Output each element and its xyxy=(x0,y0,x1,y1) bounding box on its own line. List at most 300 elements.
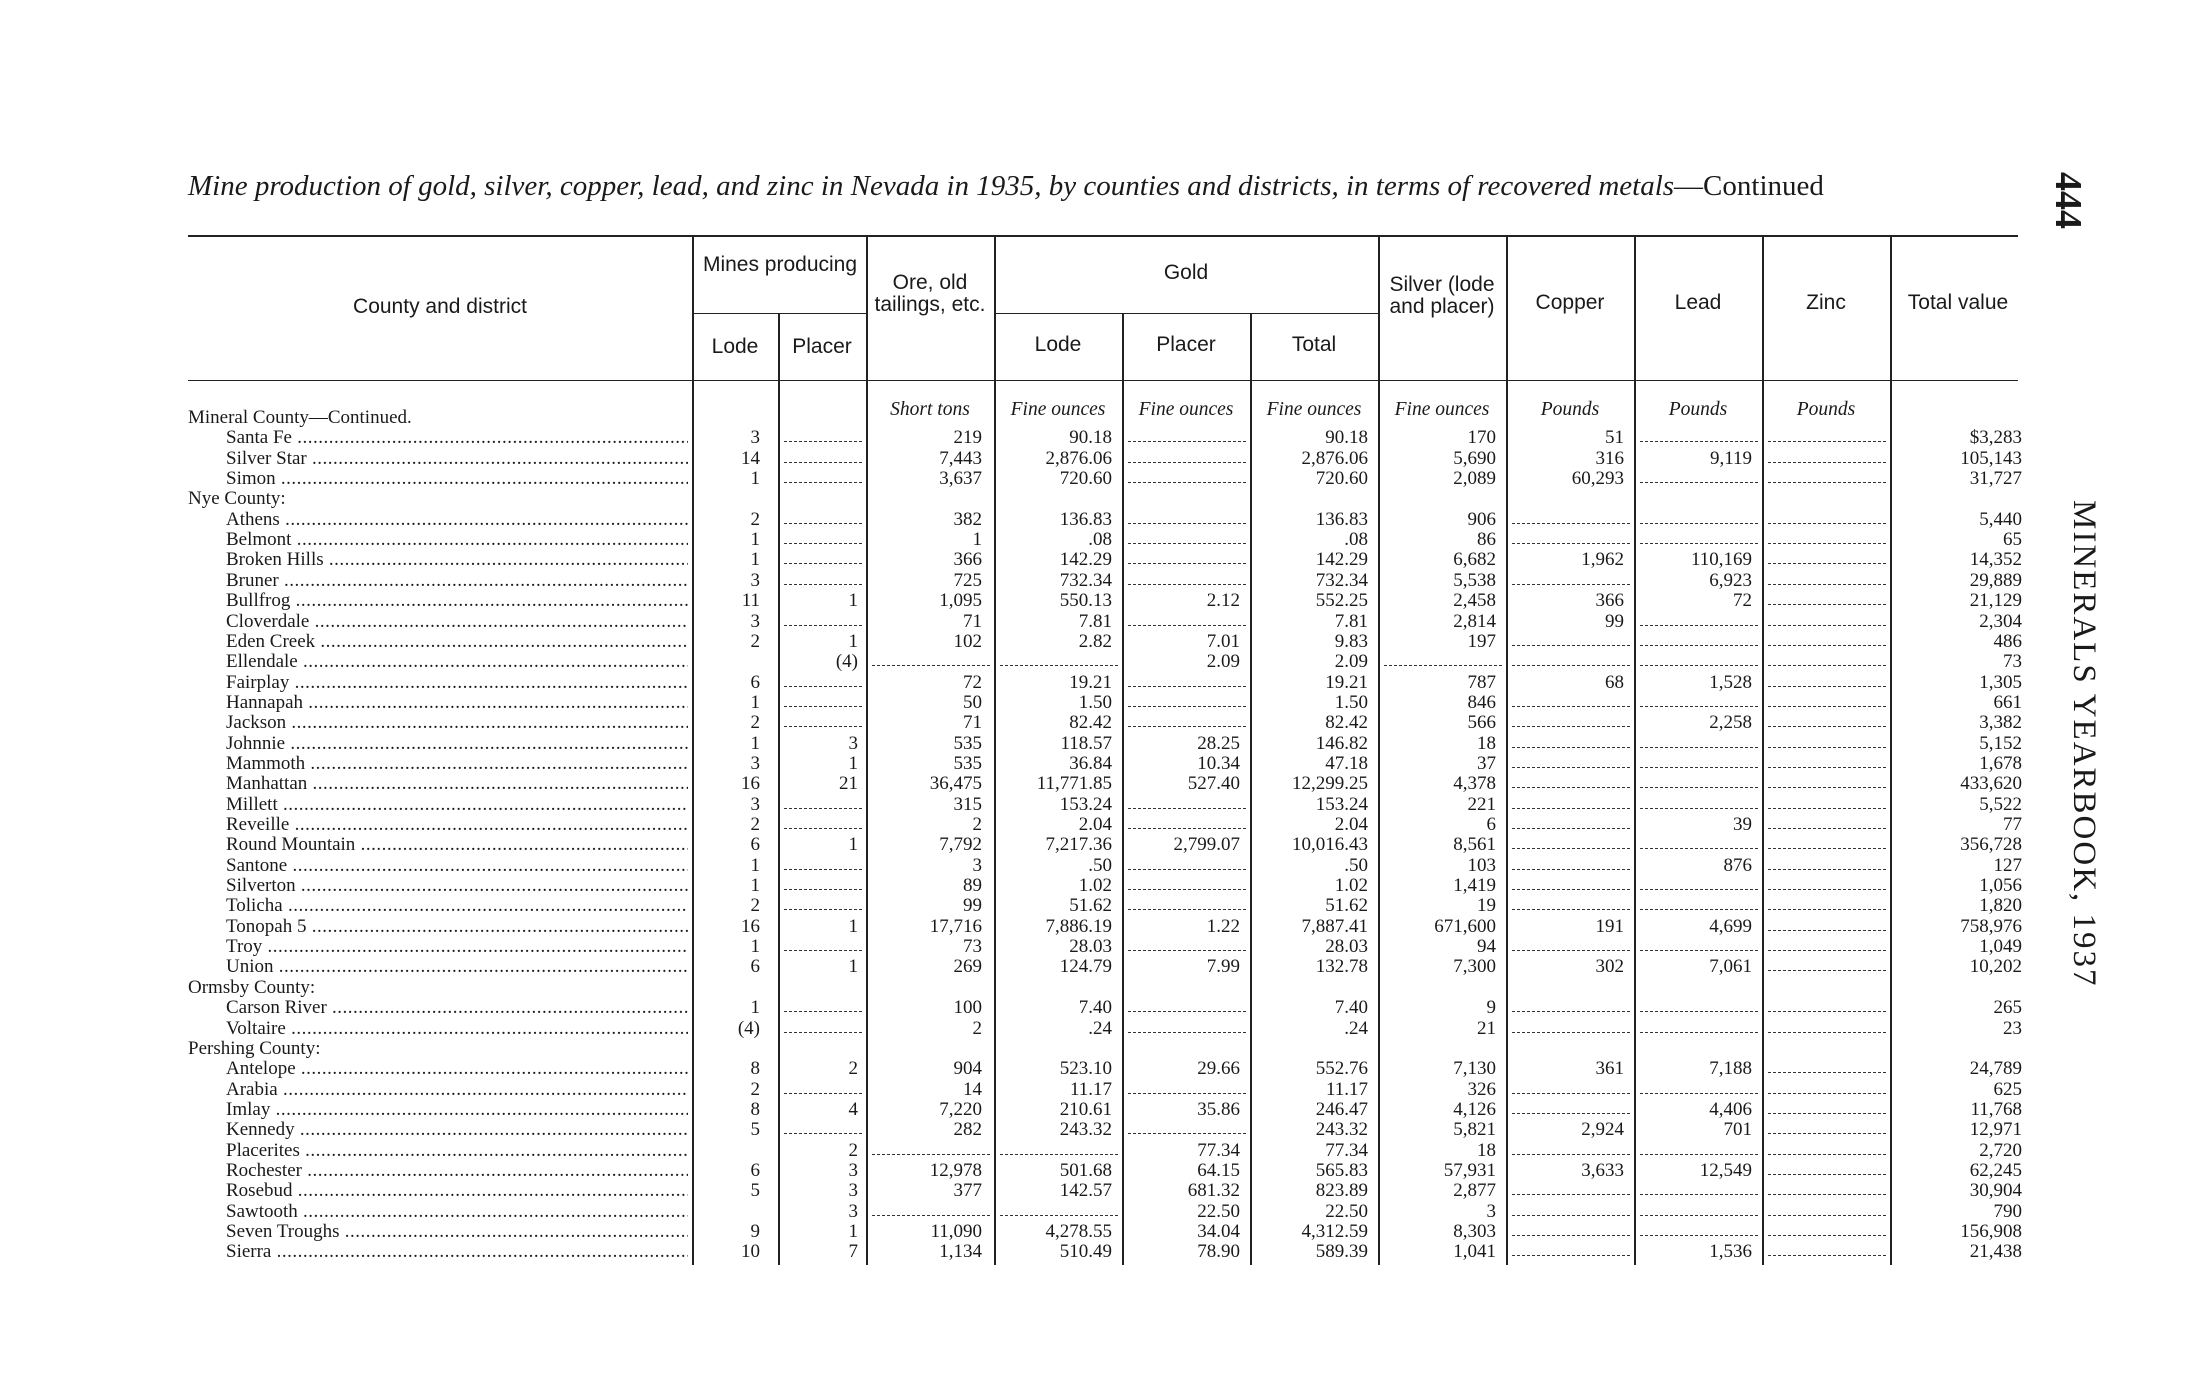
empty-cell-leader xyxy=(1640,543,1758,544)
cell-ore: 377 xyxy=(953,1180,982,1202)
table-row xyxy=(0,754,2040,774)
empty-cell-leader xyxy=(1768,1194,1886,1195)
cell-gl: 82.42 xyxy=(1069,712,1112,734)
cell-placer: 1 xyxy=(848,956,858,978)
empty-cell-leader xyxy=(1640,1194,1758,1195)
cell-ag: 19 xyxy=(1477,895,1496,917)
cell-ore: 904 xyxy=(953,1058,982,1080)
cell-ore: 100 xyxy=(953,997,982,1019)
empty-cell-leader xyxy=(1768,1255,1886,1256)
cell-cu: 316 xyxy=(1595,447,1624,469)
cell-lode: 2 xyxy=(750,508,760,530)
cell-ore: 1 xyxy=(972,529,982,551)
empty-cell-leader xyxy=(1768,625,1886,626)
cell-val: 12,971 xyxy=(1969,1119,2022,1141)
empty-cell-leader xyxy=(784,625,862,626)
cell-lode: 14 xyxy=(741,447,760,469)
cell-val: 10,202 xyxy=(1969,956,2022,978)
cell-ag: 37 xyxy=(1477,752,1496,774)
table-row xyxy=(0,428,2040,448)
cell-ore: 89 xyxy=(963,875,982,897)
cell-gt: 153.24 xyxy=(1315,793,1368,815)
table-row xyxy=(0,1120,2040,1140)
cell-ag: 86 xyxy=(1477,529,1496,551)
cell-lode: 2 xyxy=(750,630,760,652)
cell-ag: 8,561 xyxy=(1453,834,1496,856)
empty-cell-leader xyxy=(784,869,862,870)
empty-cell-leader xyxy=(1512,808,1630,809)
cell-ag: 671,600 xyxy=(1434,915,1496,937)
table-row xyxy=(0,774,2040,794)
empty-cell-leader xyxy=(1512,848,1630,849)
table-row xyxy=(0,510,2040,530)
cell-gt: 589.39 xyxy=(1315,1241,1368,1263)
cell-gt: 19.21 xyxy=(1325,671,1368,693)
unit-gold-placer: Fine ounces xyxy=(1138,399,1234,420)
table-row xyxy=(0,530,2040,550)
table-row xyxy=(0,713,2040,733)
cell-gp: 29.66 xyxy=(1197,1058,1240,1080)
cell-lode: 1 xyxy=(750,691,760,713)
cell-gt: 243.32 xyxy=(1315,1119,1368,1141)
cell-ag: 1,041 xyxy=(1453,1241,1496,1263)
empty-cell-leader xyxy=(784,686,862,687)
cell-pb: 7,188 xyxy=(1709,1058,1752,1080)
cell-placer: 3 xyxy=(848,1159,858,1181)
empty-cell-leader xyxy=(1768,1215,1886,1216)
empty-cell-leader xyxy=(1640,665,1758,666)
cell-val: 1,820 xyxy=(1979,895,2022,917)
cell-ag: 1,419 xyxy=(1453,875,1496,897)
table-row xyxy=(0,856,2040,876)
cell-gl: 7.40 xyxy=(1078,997,1112,1019)
cell-val: 5,152 xyxy=(1979,732,2022,754)
cell-ore: 725 xyxy=(953,569,982,591)
empty-cell-leader xyxy=(1768,686,1886,687)
empty-cell-leader xyxy=(784,1133,862,1134)
cell-gp: 34.04 xyxy=(1197,1221,1240,1242)
empty-cell-leader xyxy=(1512,665,1630,666)
empty-cell-leader xyxy=(784,523,862,524)
cell-gp: 64.15 xyxy=(1197,1159,1240,1181)
empty-cell-leader xyxy=(1640,747,1758,748)
empty-cell-leader xyxy=(1128,625,1246,626)
empty-cell-leader xyxy=(1512,1093,1630,1094)
cell-val: 790 xyxy=(1993,1200,2022,1222)
cell-gl: 2.82 xyxy=(1078,630,1112,652)
empty-cell-leader xyxy=(1128,889,1246,890)
cell-gt: 142.29 xyxy=(1315,549,1368,571)
county-name: Nye County: xyxy=(188,489,286,510)
district-name: Kennedy ..... xyxy=(226,1120,688,1140)
header-mines-lode: Lode xyxy=(711,335,759,358)
empty-cell-leader xyxy=(1768,1113,1886,1114)
empty-cell-leader xyxy=(1512,909,1630,910)
table-row xyxy=(0,795,2040,815)
district-name: Sierra ..... xyxy=(226,1242,688,1262)
cell-ag: 2,089 xyxy=(1453,468,1496,490)
cell-pb: 1,528 xyxy=(1709,671,1752,693)
cell-gp: 78.90 xyxy=(1197,1241,1240,1263)
cell-gt: .24 xyxy=(1344,1017,1368,1039)
cell-ore: 3,637 xyxy=(939,468,982,490)
header-gold: Gold xyxy=(1163,261,1209,284)
district-name: Ellendale ..... xyxy=(226,652,688,672)
cell-val: 265 xyxy=(1993,997,2022,1019)
cell-gl: .24 xyxy=(1088,1017,1112,1039)
unit-ore: Short tons xyxy=(890,399,970,420)
empty-cell-leader xyxy=(784,563,862,564)
cell-gl: 4,278.55 xyxy=(1045,1221,1112,1242)
cell-gl: 243.32 xyxy=(1059,1119,1112,1141)
cell-val: $3,283 xyxy=(1969,427,2022,449)
cell-lode: 2 xyxy=(750,814,760,835)
cell-ag: 221 xyxy=(1467,793,1496,815)
cell-lode: 6 xyxy=(750,671,760,693)
district-name: Silverton ..... xyxy=(226,876,688,896)
empty-cell-leader xyxy=(1768,1174,1886,1175)
table-row xyxy=(0,937,2040,957)
table-row xyxy=(0,652,2040,672)
empty-cell-leader xyxy=(1640,787,1758,788)
page-title xyxy=(188,170,2028,203)
cell-ore: 99 xyxy=(963,895,982,917)
unit-zinc: Pounds xyxy=(1796,399,1856,420)
empty-cell-leader xyxy=(1128,808,1246,809)
table-row xyxy=(0,1059,2040,1079)
cell-val: 62,245 xyxy=(1969,1159,2022,1181)
empty-cell-leader xyxy=(1768,543,1886,544)
cell-val: 758,976 xyxy=(1960,915,2022,937)
district-name: Mammoth ..... xyxy=(226,754,688,774)
cell-lode: 1 xyxy=(750,936,760,958)
cell-ore: 7,792 xyxy=(939,834,982,856)
empty-cell-leader xyxy=(1512,787,1630,788)
empty-cell-leader xyxy=(872,665,990,666)
cell-val: 625 xyxy=(1993,1078,2022,1100)
header-total-value: Total value xyxy=(1907,291,2009,314)
cell-val: 2,304 xyxy=(1979,610,2022,632)
cell-gt: 7.40 xyxy=(1334,997,1368,1019)
empty-cell-leader xyxy=(1128,909,1246,910)
empty-cell-leader xyxy=(1512,1032,1630,1033)
cell-val: 127 xyxy=(1993,854,2022,876)
district-name: Belmont ..... xyxy=(226,530,688,550)
empty-cell-leader xyxy=(1768,889,1886,890)
cell-ore: 366 xyxy=(953,549,982,571)
cell-ag: 21 xyxy=(1477,1017,1496,1039)
cell-lode: 2 xyxy=(750,895,760,917)
cell-ore: 17,716 xyxy=(929,915,982,937)
empty-cell-leader xyxy=(1512,523,1630,524)
cell-lode: 6 xyxy=(750,834,760,856)
table-row xyxy=(0,632,2040,652)
cell-gp: 7.01 xyxy=(1206,630,1240,652)
cell-ore: 7,220 xyxy=(939,1098,982,1120)
empty-cell-leader xyxy=(1512,950,1630,951)
cell-ag: 5,821 xyxy=(1453,1119,1496,1141)
cell-gl: 550.13 xyxy=(1059,590,1112,612)
table-row xyxy=(0,1181,2040,1201)
cell-lode: 3 xyxy=(750,610,760,632)
empty-cell-leader xyxy=(784,726,862,727)
cell-placer: 1 xyxy=(848,915,858,937)
cell-gt: 720.60 xyxy=(1315,468,1368,490)
empty-cell-leader xyxy=(1768,869,1886,870)
header-copper: Copper xyxy=(1535,291,1605,314)
cell-cu: 1,962 xyxy=(1581,549,1624,571)
cell-pb: 2,258 xyxy=(1709,712,1752,734)
cell-lode: 6 xyxy=(750,1159,760,1181)
cell-val: 11,768 xyxy=(1970,1098,2022,1120)
table-row xyxy=(0,1019,2040,1039)
cell-gl: 51.62 xyxy=(1069,895,1112,917)
cell-gt: 1.02 xyxy=(1334,875,1368,897)
empty-cell-leader xyxy=(1640,808,1758,809)
cell-val: 73 xyxy=(2003,651,2022,673)
cell-cu: 3,633 xyxy=(1581,1159,1624,1181)
empty-cell-leader xyxy=(784,909,862,910)
cell-val: 356,728 xyxy=(1960,834,2022,856)
district-name: Athens ..... xyxy=(226,510,688,530)
cell-gt: 7,887.41 xyxy=(1301,915,1368,937)
cell-gl: 2.04 xyxy=(1078,814,1112,835)
unit-lead: Pounds xyxy=(1668,399,1728,420)
cell-gp: 35.86 xyxy=(1197,1098,1240,1120)
empty-cell-leader xyxy=(1768,970,1886,971)
empty-cell-leader xyxy=(784,462,862,463)
unit-gold-total: Fine ounces xyxy=(1266,399,1362,420)
empty-cell-leader xyxy=(784,543,862,544)
cell-gl: 153.24 xyxy=(1059,793,1112,815)
empty-cell-leader xyxy=(1512,1113,1630,1114)
empty-cell-leader xyxy=(1768,828,1886,829)
empty-cell-leader xyxy=(1128,563,1246,564)
cell-val: 65 xyxy=(2003,529,2022,551)
cell-gt: 2,876.06 xyxy=(1301,447,1368,469)
empty-cell-leader xyxy=(1128,1032,1246,1033)
empty-cell-leader xyxy=(1640,848,1758,849)
table-row xyxy=(0,612,2040,632)
cell-ore: 382 xyxy=(953,508,982,530)
cell-gt: 9.83 xyxy=(1334,630,1368,652)
cell-lode: 2 xyxy=(750,712,760,734)
cell-ore: 282 xyxy=(953,1119,982,1141)
cell-ag: 18 xyxy=(1477,732,1496,754)
empty-cell-leader xyxy=(1640,706,1758,707)
cell-ore: 36,475 xyxy=(929,773,982,795)
cell-ore: 73 xyxy=(963,936,982,958)
district-name: Jackson ..... xyxy=(226,713,688,733)
cell-ore: 3 xyxy=(972,854,982,876)
empty-cell-leader xyxy=(1512,828,1630,829)
cell-gt: 552.25 xyxy=(1315,590,1368,612)
district-name: Eden Creek ..... xyxy=(226,632,688,652)
cell-lode: 2 xyxy=(750,1078,760,1100)
empty-cell-leader xyxy=(1768,909,1886,910)
district-name: Broken Hills ..... xyxy=(226,550,688,570)
table-row xyxy=(0,1242,2040,1262)
empty-cell-leader xyxy=(1512,1194,1630,1195)
district-name: Tolicha ..... xyxy=(226,896,688,916)
cell-ag: 5,690 xyxy=(1453,447,1496,469)
district-name: Troy ..... xyxy=(226,937,688,957)
empty-cell-leader xyxy=(1640,523,1758,524)
district-name: Bullfrog ..... xyxy=(226,591,688,611)
cell-ore: 1,095 xyxy=(939,590,982,612)
cell-ore: 7,443 xyxy=(939,447,982,469)
district-name: Rochester ..... xyxy=(226,1161,688,1181)
cell-gt: 82.42 xyxy=(1325,712,1368,734)
cell-gp: 2,799.07 xyxy=(1173,834,1240,856)
cell-ore: 535 xyxy=(953,752,982,774)
header-lead: Lead xyxy=(1674,291,1722,314)
cell-lode: 5 xyxy=(750,1119,760,1141)
empty-cell-leader xyxy=(1640,441,1758,442)
cell-placer: 1 xyxy=(848,1221,858,1242)
cell-pb: 4,406 xyxy=(1709,1098,1752,1120)
empty-cell-leader xyxy=(1768,930,1886,931)
empty-cell-leader xyxy=(1768,747,1886,748)
cell-gt: 1.50 xyxy=(1334,691,1368,713)
cell-ore: 315 xyxy=(953,793,982,815)
cell-lode: 1 xyxy=(750,875,760,897)
page-number: 444 xyxy=(2047,172,2089,229)
district-name: Cloverdale ..... xyxy=(226,612,688,632)
cell-gt: .08 xyxy=(1344,529,1368,551)
county-name: Pershing County: xyxy=(188,1038,321,1059)
district-name: Carson River ..... xyxy=(226,998,688,1018)
empty-cell-leader xyxy=(1128,726,1246,727)
cell-pb: 876 xyxy=(1723,854,1752,876)
cell-placer: 7 xyxy=(848,1241,858,1263)
empty-cell-leader xyxy=(1128,828,1246,829)
cell-gl: 210.61 xyxy=(1059,1098,1112,1120)
cell-gt: 132.78 xyxy=(1315,956,1368,978)
cell-val: 1,049 xyxy=(1979,936,2022,958)
cell-gl: 28.03 xyxy=(1069,936,1112,958)
table-row xyxy=(0,449,2040,469)
cell-placer: 21 xyxy=(839,773,858,795)
cell-cu: 60,293 xyxy=(1571,468,1624,490)
empty-cell-leader xyxy=(1640,909,1758,910)
cell-gt: 565.83 xyxy=(1315,1159,1368,1181)
cell-pb: 701 xyxy=(1723,1119,1752,1141)
empty-cell-leader xyxy=(1640,1032,1758,1033)
table-row xyxy=(0,1202,2040,1222)
cell-val: 30,904 xyxy=(1969,1180,2022,1202)
cell-ag: 846 xyxy=(1467,691,1496,713)
table-row xyxy=(0,591,2040,611)
empty-cell-leader xyxy=(1512,645,1630,646)
table-row xyxy=(0,734,2040,754)
cell-gl: 11.17 xyxy=(1069,1078,1112,1100)
cell-ag: 2,458 xyxy=(1453,590,1496,612)
cell-ag: 94 xyxy=(1477,936,1496,958)
cell-cu: 68 xyxy=(1605,671,1624,693)
table-row xyxy=(0,815,2040,835)
header-gold-lode: Lode xyxy=(1034,333,1082,356)
cell-val: 1,056 xyxy=(1979,875,2022,897)
cell-gt: 10,016.43 xyxy=(1292,834,1368,856)
cell-gl: 7.81 xyxy=(1078,610,1112,632)
cell-val: 23 xyxy=(2003,1017,2022,1039)
empty-cell-leader xyxy=(1768,1133,1886,1134)
cell-ag: 787 xyxy=(1467,671,1496,693)
table-row xyxy=(0,1100,2040,1120)
cell-placer: 3 xyxy=(848,1200,858,1222)
cell-ag: 9 xyxy=(1486,997,1496,1019)
empty-cell-leader xyxy=(1512,584,1630,585)
district-name: Antelope ..... xyxy=(226,1059,688,1079)
cell-ag: 6 xyxy=(1486,814,1496,835)
title-text: Mine production of gold, silver, copper, lead, and zinc in Nevada in 1935, by counties and districts, in terms of recovered metals xyxy=(188,170,1675,202)
title-continued: —Continued xyxy=(1674,170,1824,202)
county-name: Mineral County—Continued. xyxy=(188,408,412,428)
cell-ag: 57,931 xyxy=(1443,1159,1496,1181)
table-group-row xyxy=(0,408,2040,428)
unit-copper: Pounds xyxy=(1540,399,1600,420)
cell-gl: 90.18 xyxy=(1069,427,1112,449)
cell-placer: (4) xyxy=(835,651,858,673)
empty-cell-leader xyxy=(1768,523,1886,524)
cell-gt: 4,312.59 xyxy=(1301,1221,1368,1242)
cell-gt: 732.34 xyxy=(1315,569,1368,591)
empty-cell-leader xyxy=(1768,706,1886,707)
header-county: County and district xyxy=(353,295,527,318)
cell-lode: (4) xyxy=(737,1017,760,1039)
cell-ag: 566 xyxy=(1467,712,1496,734)
cell-ore: 1,134 xyxy=(939,1241,982,1263)
empty-cell-leader xyxy=(1640,1235,1758,1236)
cell-gp: 7.99 xyxy=(1206,956,1240,978)
cell-gl: 118.57 xyxy=(1060,732,1112,754)
cell-placer: 3 xyxy=(848,732,858,754)
cell-gl: 7,886.19 xyxy=(1045,915,1112,937)
cell-gt: .50 xyxy=(1344,854,1368,876)
cell-gt: 77.34 xyxy=(1325,1139,1368,1161)
empty-cell-leader xyxy=(1640,767,1758,768)
district-name: Bruner ..... xyxy=(226,571,688,591)
cell-pb: 6,923 xyxy=(1709,569,1752,591)
cell-val: 105,143 xyxy=(1960,447,2022,469)
cell-lode: 9 xyxy=(750,1221,760,1242)
cell-pb: 9,119 xyxy=(1709,447,1752,469)
empty-cell-leader xyxy=(1640,950,1758,951)
empty-cell-leader xyxy=(1768,1011,1886,1012)
cell-val: 77 xyxy=(2003,814,2022,835)
empty-cell-leader xyxy=(1128,543,1246,544)
empty-cell-leader xyxy=(784,950,862,951)
empty-cell-leader xyxy=(1512,747,1630,748)
cell-gl: .50 xyxy=(1088,854,1112,876)
cell-lode: 1 xyxy=(750,854,760,876)
cell-placer: 3 xyxy=(848,1180,858,1202)
cell-ag: 197 xyxy=(1467,630,1496,652)
cell-gl: .08 xyxy=(1088,529,1112,551)
empty-cell-leader xyxy=(1768,665,1886,666)
cell-val: 21,129 xyxy=(1969,590,2022,612)
cell-gt: 146.82 xyxy=(1315,732,1368,754)
cell-gt: 2.09 xyxy=(1334,651,1368,673)
cell-ore: 50 xyxy=(963,691,982,713)
empty-cell-leader xyxy=(784,828,862,829)
cell-pb: 110,169 xyxy=(1690,549,1752,571)
cell-gl: 523.10 xyxy=(1059,1058,1112,1080)
empty-cell-leader xyxy=(1128,441,1246,442)
cell-lode: 3 xyxy=(750,793,760,815)
district-name: Arabia ..... xyxy=(226,1080,688,1100)
